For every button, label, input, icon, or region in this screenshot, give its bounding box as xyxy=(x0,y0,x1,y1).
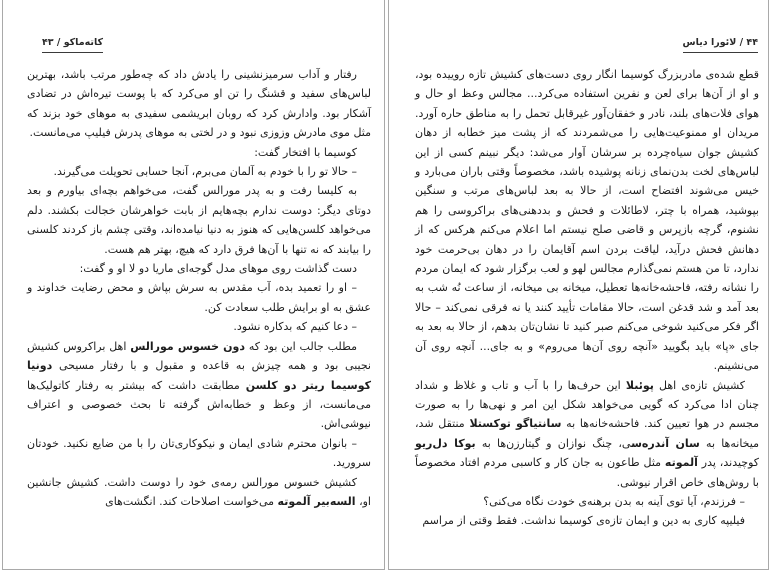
text-segment: ی، چنگ نوازان و گیتارزن‌ها به xyxy=(475,436,632,450)
text-segment: دست گذاشت روی موهای مدل گوجه‌ای ماریا دو لا او و گفت: xyxy=(79,262,357,276)
page-right-44 xyxy=(388,0,769,570)
paragraph xyxy=(27,181,371,259)
text-segment: منتقل شد، میخانه‌ها به xyxy=(415,417,759,450)
paragraph xyxy=(27,143,371,162)
proper-name-bold: دون خسوس مورالس xyxy=(130,339,246,353)
running-head-left: کاته‌ماکو / ۴۳ xyxy=(42,37,103,53)
text-segment: رفتار و آداب سرمیزنشینی را یادش داد که چه‌طور مرتب باشد، بهترین لباس‌های سفید و قشنگ را تن او می‌کرد که با پوست تیره‌اش در تضادی آشکار بود. وادارش کرد که روبان ابریشمی سفیدی به موهای خود بزند که مثل موی مادرش وزوزی نبود و در لختی به موهای پدرش فیلیپ می‌مانست. xyxy=(27,68,371,140)
text-segment: می‌خواست اصلاحات کند. انگشت‌های xyxy=(105,494,278,508)
proper-name-bold: سانتیاگو توکستلا xyxy=(469,417,562,431)
paragraph xyxy=(27,434,371,473)
text-segment: – حالا تو را با خودم به آلمان می‌برم، آنجا حسابی تحویلت می‌گیرند. xyxy=(53,165,357,179)
paragraph xyxy=(415,65,759,376)
proper-name-bold: بوکا دل‌ریو xyxy=(415,436,476,450)
proper-name-bold: سان آندره‌س xyxy=(631,436,700,450)
page-left-43 xyxy=(2,0,385,570)
text-segment: فیلیپه کاری به دین و ایمان تازه‌ی کوسیما نداشت. فقط وقتی از مراسم xyxy=(422,514,745,528)
text-segment: قطع شده‌ی مادربزرگ کوسیما انگار روی دست‌های کشیش تازه روییده بود، و او از آن‌ها برای لعن و نفرین استفاده می‌کرد... مجالس وعظ او حال و هوای فلات‌های بلند، نادر و خفقان‌آور غیرقابل تحمل را به مناطق حاره آورد. مریدان او ممنوعیت‌هایی را می‌شمردند که از پشت میز خطابه از دهان کشیش جوان سیاه‌چرده بر سرشان آوار می‌شد: دیگر نبینم کسی از این لباس‌های لخت بدن‌نمای زنانه پوشیده باشد، مخصوصاً وقتی باران می‌بارد و خیس می‌شوند افتضاح است، از حالا به بعد لباس‌های مرتب و سنگین بپوشید، همراه با چتر، لاطائلات و فحش و بددهنی‌های براکروسی را هم نشنوم، گرچه بازپرس و قاضی صلح نیستم اما اعلام می‌کنم هرکس که از دهانش فحش درآید، لیاقت بردن اسم آقایمان را در دهان بی‌حرمت خود ندارد، تا من هستم نمی‌گذارم مجالس لهو و لعب برگزار شود که ایمان مردم را نشانه رفته، فاحشه‌خانه‌ها تعطیل، میخانه بی میخانه، از ساعت نُه شب به بعد آمد و شد قدغن است، حالا مقامات تأیید کنند یا نه فرقی نمی‌کند – حالا اگر فکر می‌کنید شوخی می‌کنم صبر کنید تا نشان‌تان بدهم، از حالا به بعد به جای «پا» باید بگویید «آنچه روی آن‌ها می‌روم» و به جای... آنچه روی آن می‌نشینم. xyxy=(415,68,759,373)
paragraph xyxy=(27,317,371,336)
proper-name-bold: دونیا کوسیما ریتر دو کلسن xyxy=(27,359,372,392)
text-segment: – فرزندم، آیا توی آینه به بدن برهنه‌ی خودت نگاه می‌کنی؟ xyxy=(483,494,745,508)
proper-name-bold: آلموته xyxy=(664,456,698,470)
paragraph xyxy=(415,376,759,492)
paragraph xyxy=(27,278,371,317)
text-segment: کشیش تازه‌ی اهل xyxy=(653,378,745,392)
paragraph xyxy=(415,492,759,511)
text-segment: به کلیسا رفت و به پدر مورالس گفت، می‌خواهم بچه‌ای بیاورم و بعد دوتای دیگر: دوست ندارم بچه‌هایم از بابت خواهرشان خجالت بکشند. دلم می‌خواهد کلسن‌هایی که هنوز به دنیا نیامده‌اند، وقتی چشم باز کردند کلسنی را بیابند که نه تنها با آن‌ها فرق دارد که هیچ، بهتر هم هست. xyxy=(27,184,371,256)
paragraph xyxy=(27,337,371,434)
text-segment: اهل براکروس کشیش نجیبی بود و همه چیزش به قاعده و مقبول و با رفتار مسیحی xyxy=(27,339,371,373)
body-text-right xyxy=(415,65,759,531)
text-segment: کوچیدند، پدر xyxy=(697,456,760,470)
text-segment: کشیش خسوس مورالس رمه‌ی خود را دوست داشت. کشیش جانشین او، xyxy=(27,475,371,508)
text-segment: – بانوان محترم شادی ایمان و نیکوکاری‌تان را با من ضایع نکنید. خودتان سرورید. xyxy=(27,436,371,470)
paragraph xyxy=(27,65,371,143)
running-head-right: ۴۴ / لائورا دیاس xyxy=(683,37,758,53)
paragraph xyxy=(415,511,759,530)
text-segment: کوسیما با افتخار گفت: xyxy=(254,145,357,159)
proper-name-bold: پوئبلا xyxy=(625,378,654,392)
text-segment: مطلب جالب این بود که xyxy=(245,339,357,353)
text-segment: مطابقت داشت که بیشتر به رفتار کاتولیک‌ها می‌مانست، از وعظ و خطابه‌اش گرفته تا بحث خصوصی و اعتراف نیوشی‌اش. xyxy=(27,378,371,431)
text-segment: این حرف‌ها را با آب و تاب و غلاظ و شداد چنان ادا می‌کرد که گویی می‌خواهد شکل این امر و نهی‌ها را به صورت مجسم در هوا تعیین کند. فاحشه‌خانه‌ها به xyxy=(415,378,759,431)
text-segment: – دعا کنیم که بدکاره نشود. xyxy=(233,320,357,334)
text-segment: مثل طاعون به جان کار و کاسبی مردم افتاد مخصوصاً با روش‌های خاص اقرار نیوشی. xyxy=(415,456,759,489)
body-text-left xyxy=(27,65,371,511)
paragraph xyxy=(27,259,371,278)
proper-name-bold: السه‌بیر آلموته xyxy=(277,494,356,508)
paragraph xyxy=(27,473,371,512)
paragraph xyxy=(27,162,371,181)
text-segment: – او را تعمید بده، آب مقدس به سرش بپاش و محض رضایت خداوند و عشق به او برایش طلب سعادت کن. xyxy=(27,281,371,314)
